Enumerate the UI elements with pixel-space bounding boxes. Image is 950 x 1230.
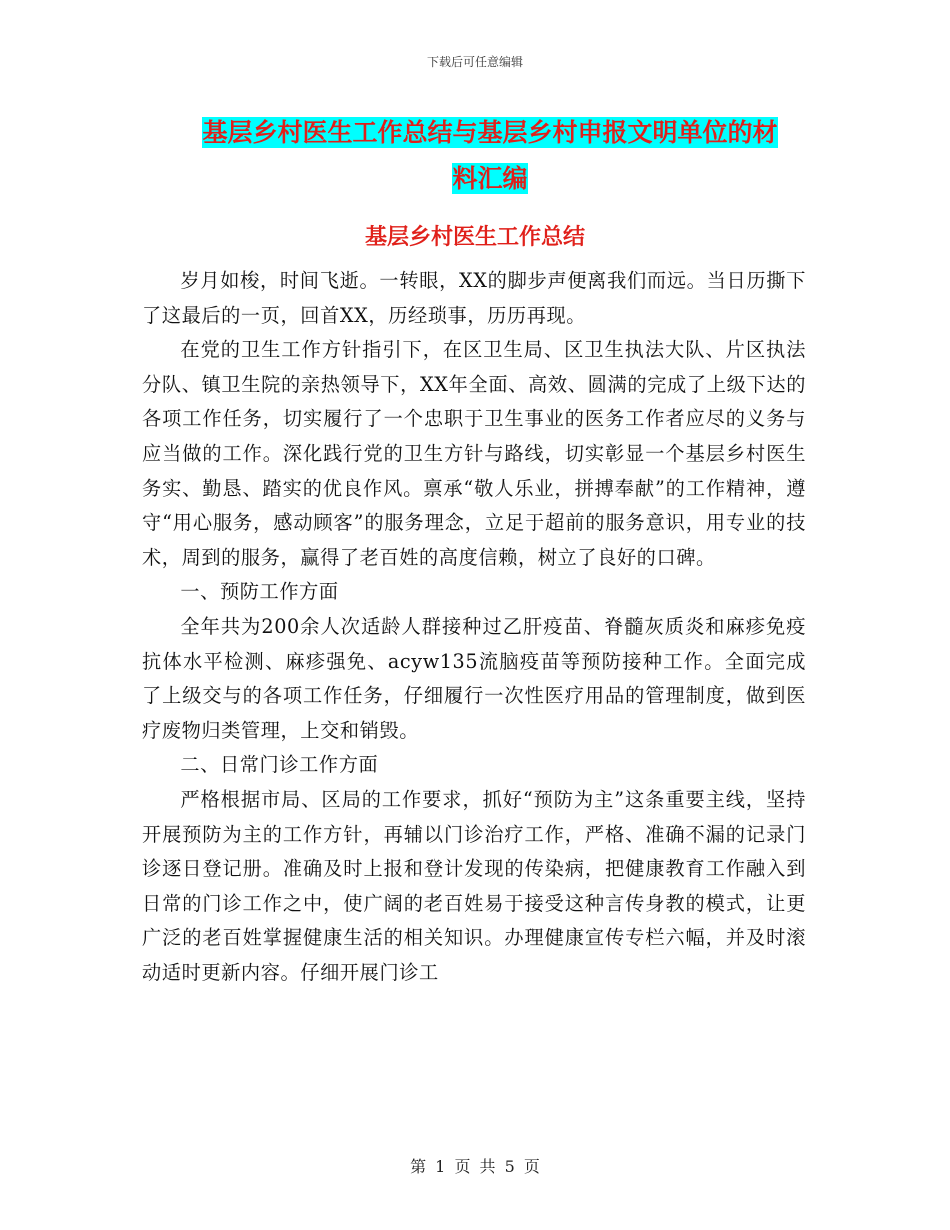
page-footer-indicator: 第 1 页 共 5 页 [410, 1157, 540, 1176]
heading-prevention: 一、预防工作方面 [180, 580, 339, 604]
paragraph-prevention: 全年共为200余人次适龄人群接种过乙肝疫苗、脊髓灰质炎和麻疹免疫抗体水平检测、麻疹强免、acyw135流脑疫苗等预防接种工作。全面完成了上级交与的各项工作任务，仔细履行一次性医疗用品的管理制度，做到医疗废物归类管理，上交和销毁。 [142, 614, 806, 742]
document-body [142, 264, 806, 990]
document-title-line2: 料汇编 [452, 164, 528, 193]
section-title: 基层乡村医生工作总结 [364, 224, 585, 250]
heading-outpatient: 二、日常门诊工作方面 [180, 753, 379, 777]
document-title [150, 110, 830, 202]
paragraph-summary: 在党的卫生工作方针指引下，在区卫生局、区卫生执法大队、片区执法分队、镇卫生院的亲热领导下，XX年全面、高效、圆满的完成了上级下达的各项工作任务，切实履行了一个忠职于卫生事业的医务工作者应尽的义务与应当做的工作。深化践行党的卫生方针与路线，切实彰显一个基层乡村医生务实、勤恳、踏实的优良作风。禀承“敬人乐业，拼搏奉献”的工作精神，遵守“用心服务，感动顾客”的服务理念，立足于超前的服务意识，用专业的技术，周到的服务，赢得了老百姓的高度信赖，树立了良好的口碑。 [142, 338, 806, 569]
document-title-line1: 基层乡村医生工作总结与基层乡村申报文明单位的材 [202, 118, 778, 147]
paragraph-intro: 岁月如梭，时间飞逝。一转眼，XX的脚步声便离我们而远。当日历撕下了这最后的一页，回首XX，历经琐事，历历再现。 [142, 269, 806, 327]
page-header-note: 下载后可任意编辑 [426, 55, 523, 69]
paragraph-outpatient: 严格根据市局、区局的工作要求，抓好“预防为主”这条重要主线，坚持开展预防为主的工作方针，再辅以门诊治疗工作，严格、准确不漏的记录门诊逐日登记册。准确及时上报和登计发现的传染病，把健康教育工作融入到日常的门诊工作之中，使广阔的老百姓易于接受这种言传身教的模式，让更广泛的老百姓掌握健康生活的相关知识。办理健康宣传专栏六幅，并及时滚动适时更新内容。仔细开展门诊工 [142, 787, 806, 984]
